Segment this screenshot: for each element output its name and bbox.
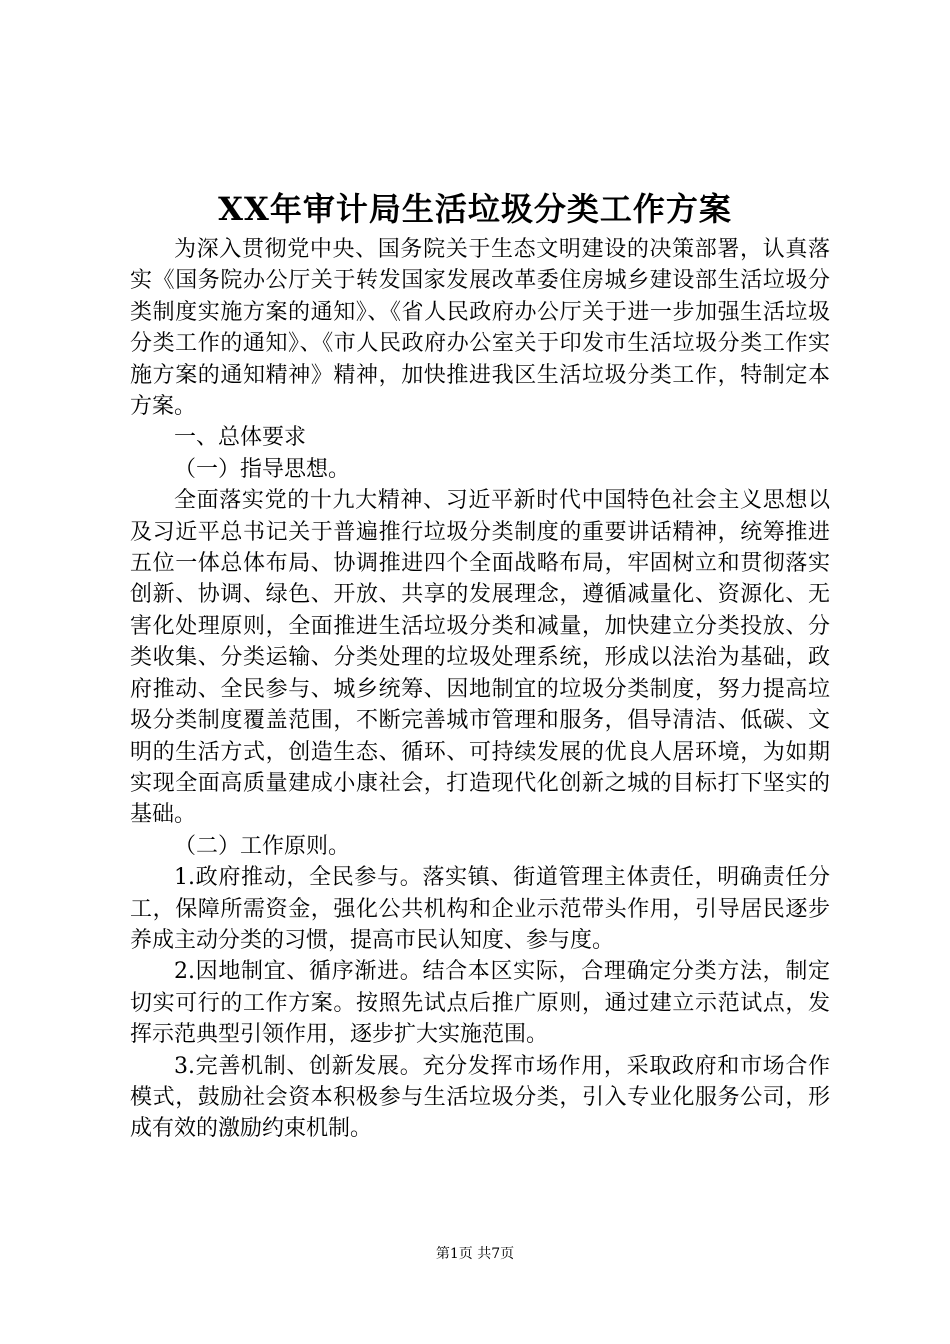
paragraph-principle-2: 2.因地制宜、循序渐进。结合本区实际，合理确定分类方法，制定切实可行的工作方案。按照先试点后推广原则，通过建立示范试点，发挥示范典型引领作用，逐步扩大实施范围。 <box>130 959 830 1048</box>
subheading-guiding-ideology: （一）指导思想。 <box>174 456 351 482</box>
heading-general-requirements: 一、总体要求 <box>174 425 307 451</box>
paragraph-guiding-ideology: 全面落实党的十九大精神、习近平新时代中国特色社会主义思想以及习近平总书记关于普遍推行垃圾分类制度的重要讲话精神，统筹推进五位一体总体布局、协调推进四个全面战略布局，牢固树立和贯彻落实创新、协调、绿色、开放、共享的发展理念，遵循减量化、资源化、无害化处理原则，全面推进生活垃圾分类和减量，加快建立分类投放、分类收集、分类运输、分类处理的垃圾处理系统，形成以法治为基础，政府推动、全民参与、城乡统筹、因地制宜的垃圾分类制度，努力提高垃圾分类制度覆盖范围，不断完善城市管理和服务，倡导清洁、低碳、文明的生活方式，创造生态、循环、可持续发展的优良人居环境，为如期实现全面高质量建成小康社会，打造现代化创新之城的目标打下坚实的基础。 <box>130 488 830 828</box>
document-body <box>130 234 830 1145</box>
page-number-footer: 第1页 共7页 <box>435 1246 515 1262</box>
paragraph-intro: 为深入贯彻党中央、国务院关于生态文明建设的决策部署，认真落实《国务院办公厅关于转发国家发展改革委住房城乡建设部生活垃圾分类制度实施方案的通知》、《省人民政府办公厅关于进一步加强生活垃圾分类工作的通知》、《市人民政府办公室关于印发市生活垃圾分类工作实施方案的通知精神》精神，加快推进我区生活垃圾分类工作，特制定本方案。 <box>130 237 830 420</box>
document-title: XX年审计局生活垃圾分类工作方案 <box>218 190 732 228</box>
paragraph-principle-1: 1.政府推动，全民参与。落实镇、街道管理主体责任，明确责任分工，保障所需资金，强化公共机构和企业示范带头作用，引导居民逐步养成主动分类的习惯，提高市民认知度、参与度。 <box>130 865 830 953</box>
subheading-work-principles: （二）工作原则。 <box>174 833 351 859</box>
paragraph-principle-3: 3.完善机制、创新发展。充分发挥市场作用，采取政府和市场合作模式，鼓励社会资本积极参与生活垃圾分类，引入专业化服务公司，形成有效的激励约束机制。 <box>130 1053 830 1142</box>
